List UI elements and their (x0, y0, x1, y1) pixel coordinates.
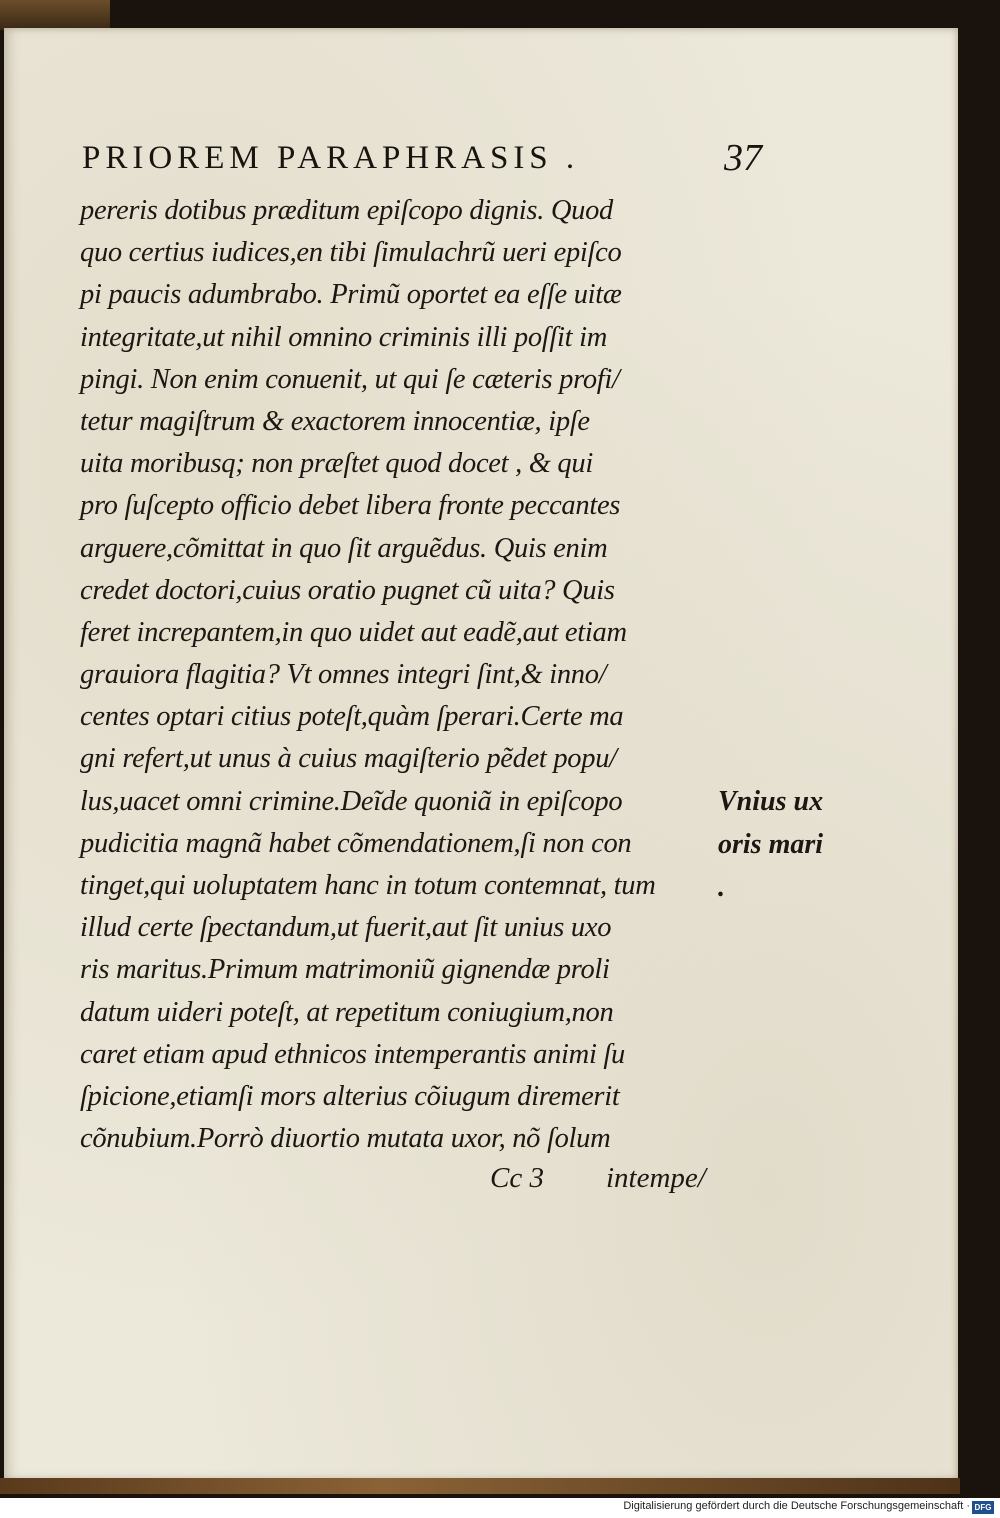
margin-note-line: . (718, 872, 725, 903)
text-line: illud certe ſpectandum,ut fuerit,aut ſit unius uxo (80, 912, 612, 944)
binding-edge (0, 1478, 960, 1494)
catchword: intempe/ (606, 1162, 706, 1194)
page-number: 37 (724, 137, 762, 179)
credit-bar (0, 1498, 1000, 1518)
page-header (82, 137, 772, 190)
text-line: pro ſuſcepto officio debet libera fronte peccantes (80, 490, 621, 522)
text-line: tinget,qui uoluptatem hanc in totum contemnat, tum (80, 870, 656, 901)
text-line: lus,uacet omni crimine.Deĩde quoniã in epiſcopo (80, 785, 623, 817)
margin-note-line: Vnius ux (718, 786, 824, 817)
text-line: centes optari citius poteſt,quàm ſperari.Certe ma (80, 701, 624, 733)
signature-mark: Cc 3 (490, 1162, 544, 1194)
dfg-logo: DFG (972, 1501, 994, 1514)
page-footer (490, 1162, 730, 1206)
funding-credit: Digitalisierung gefördert durch die Deutsche Forschungsgemeinschaft · (623, 1500, 970, 1512)
text-line: caret etiam apud ethnicos intemperantis animi ſu (80, 1038, 625, 1070)
text-line: pudicitia magnã habet cõmendationem,ſi non con (80, 827, 632, 859)
text-line: ris maritus.Primum matrimoniũ gignendæ proli (80, 954, 610, 986)
cover-edge (0, 0, 110, 30)
text-line: datum uideri poteſt, at repetitum coniugium,non (80, 996, 614, 1028)
text-line: integritate,ut nihil omnino criminis illi poſſit im (80, 321, 607, 353)
text-line: gni refert,ut unus à cuius magiſterio pẽdet popu/ (80, 743, 617, 775)
text-line: credet doctori,cuius oratio pugnet cũ uita? Quis (80, 574, 615, 606)
text-line: arguere,cõmittat in quo ſit arguẽdus. Quis enim (80, 532, 608, 564)
text-line: quo certius iudices,en tibi ſimulachrũ ueri epiſco (80, 237, 622, 269)
text-line: pi paucis adumbrabo. Primũ oportet ea eſſe uitæ (80, 279, 622, 311)
text-line: cõnubium.Porrò diuortio mutata uxor, nõ ſolum (80, 1123, 611, 1155)
text-line: pereris dotibus præditum epiſcopo dignis. Quod (80, 195, 613, 226)
marginal-note (718, 780, 858, 909)
text-line: tetur magiſtrum & exactorem innocentiæ, ipſe (80, 405, 590, 437)
text-line: pingi. Non enim conuenit, ut qui ſe cæteris profi/ (80, 363, 620, 395)
text-line: uita moribusq; non præſtet quod docet , & qui (80, 448, 593, 480)
text-line: grauiora flagitia? Vt omnes integri ſint,& inno/ (80, 659, 607, 691)
main-text (80, 190, 720, 1160)
running-head: PRIOREM PARAPHRASIS . (82, 140, 580, 176)
text-line: ſpicione,etiamſi mors alterius cõiugum diremerit (80, 1080, 620, 1112)
margin-note-line: oris mari (718, 829, 824, 860)
text-line: feret increpantem,in quo uidet aut eadẽ,aut etiam (80, 616, 627, 648)
